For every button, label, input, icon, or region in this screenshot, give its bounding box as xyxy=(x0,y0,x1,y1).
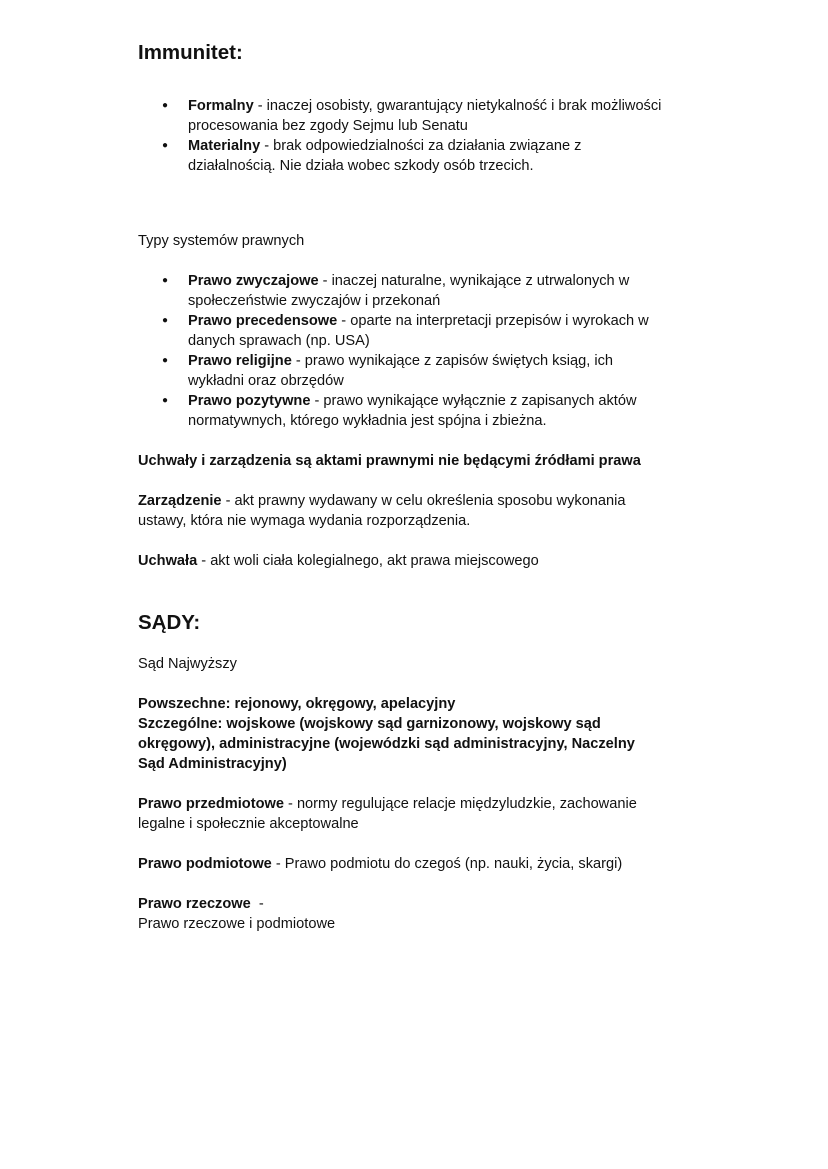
przedmiotowe-paragraph xyxy=(138,794,698,834)
term: Prawo religijne xyxy=(188,353,292,369)
desc-cont: wykładni oraz obrzędów xyxy=(188,373,344,389)
term: Prawo rzeczowe xyxy=(138,896,251,912)
list-item xyxy=(138,351,698,391)
desc: - prawo wynikające wyłącznie z zapisanych aktów xyxy=(310,393,637,409)
desc: - Prawo podmiotu do czegoś (np. nauki, życia, skargi) xyxy=(271,856,623,872)
term: Prawo podmiotowe xyxy=(138,856,272,872)
desc: - akt prawny wydawany w celu określenia sposobu wykonania xyxy=(221,493,626,509)
desc: - brak odpowiedzialności za działania związane z xyxy=(260,138,582,154)
document-page xyxy=(138,40,698,934)
term: Prawo przedmiotowe xyxy=(138,796,284,812)
rzeczowe-paragraph xyxy=(138,894,698,934)
desc: - xyxy=(250,896,264,912)
zarzadzenie-paragraph xyxy=(138,491,698,531)
desc-cont: legalne i społecznie akceptowalne xyxy=(138,816,359,832)
sady-types xyxy=(138,694,698,774)
desc: - normy regulujące relacje międzyludzkie, zachowanie xyxy=(283,796,637,812)
list-item xyxy=(138,391,698,431)
desc-cont: działalnością. Nie działa wobec szkody osób trzecich. xyxy=(188,158,534,174)
sad-najwyzszy: Sąd Najwyższy xyxy=(138,656,237,672)
uchwaly-note: Uchwały i zarządzenia są aktami prawnymi nie będącymi źródłami prawa xyxy=(138,453,641,469)
uchwala-paragraph xyxy=(138,551,698,571)
term: Prawo precedensowe xyxy=(188,313,338,329)
szczegolne-3: Sąd Administracyjny) xyxy=(138,756,287,772)
desc: - akt woli ciała kolegialnego, akt prawa miejscowego xyxy=(197,553,539,569)
term: Materialny xyxy=(188,138,261,154)
list-item xyxy=(138,271,698,311)
line2: Prawo rzeczowe i podmiotowe xyxy=(138,916,336,932)
szczegolne-1: Szczególne: wojskowe (wojskowy sąd garnizonowy, wojskowy sąd xyxy=(138,716,601,732)
desc-cont: procesowania bez zgody Sejmu lub Senatu xyxy=(188,118,468,134)
heading-systemy: Typy systemów prawnych xyxy=(138,233,305,249)
systemy-list xyxy=(138,271,698,431)
desc: - prawo wynikające z zapisów świętych ksiąg, ich xyxy=(291,353,613,369)
heading-sady: SĄDY: xyxy=(138,611,201,634)
term: Prawo zwyczajowe xyxy=(188,273,319,289)
desc-cont: normatywnych, którego wykładnia jest spójna i zbieżna. xyxy=(188,413,547,429)
term: Uchwała xyxy=(138,553,198,569)
powszechne: Powszechne: rejonowy, okręgowy, apelacyjny xyxy=(138,696,456,712)
list-item xyxy=(138,311,698,351)
term: Zarządzenie xyxy=(138,493,222,509)
desc: - oparte na interpretacji przepisów i wyrokach w xyxy=(337,313,649,329)
heading-immunitet: Immunitet: xyxy=(138,41,243,64)
desc-cont: danych sprawach (np. USA) xyxy=(188,333,370,349)
desc-cont: ustawy, która nie wymaga wydania rozporządzenia. xyxy=(138,513,471,529)
term: Prawo pozytywne xyxy=(188,393,311,409)
desc-cont: społeczeństwie zwyczajów i przekonań xyxy=(188,293,441,309)
immunitet-list xyxy=(138,96,698,176)
szczegolne-2: okręgowy), administracyjne (wojewódzki sąd administracyjny, Naczelny xyxy=(138,736,635,752)
list-item xyxy=(138,136,698,176)
term: Formalny xyxy=(188,98,254,114)
desc: - inaczej osobisty, gwarantujący nietykalność i brak możliwości xyxy=(253,98,662,114)
desc: - inaczej naturalne, wynikające z utrwalonych w xyxy=(318,273,630,289)
podmiotowe-paragraph xyxy=(138,854,698,874)
list-item xyxy=(138,96,698,136)
